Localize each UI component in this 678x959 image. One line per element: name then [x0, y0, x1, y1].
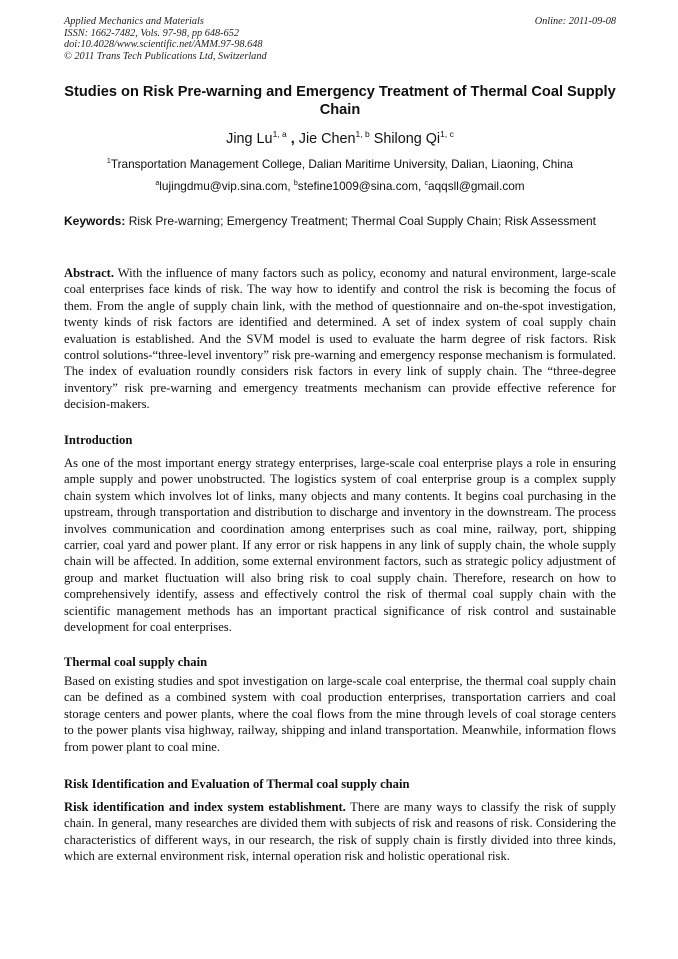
section-heading-thermal-coal: Thermal coal supply chain — [64, 655, 208, 669]
doi-line: doi:10.4028/www.scientific.net/AMM.97-98.648 — [64, 39, 263, 51]
running-header — [64, 16, 616, 62]
author-superscript: 1, b — [355, 129, 370, 139]
risk-text: There are many ways to classify the risk of supply chain. In general, many researches are divided them with subjects of risk and reasons of risk. Considering the characteristics of different ways, in our research, the risk of supply chain is firstly divided into three kinds, which are external environment risk, internal operation risk and holistic operational risk. — [64, 800, 617, 864]
email-superscript: b — [293, 180, 298, 187]
author-superscript: 1, c — [440, 129, 454, 139]
author-name: Jing Lu — [226, 131, 273, 147]
introduction-paragraph: As one of the most important energy strategy enterprises, large-scale coal enterprise plays a role in ensuring ample supply and power unobstructed. The logistics system of coal enterprise group is a complex supply chain system which involves lot of links, many objects and many contents. It begins coal purchasing in the upstream, through transportation and distribution to discharge and inventory in the downstream. The process involves communication and coordination among enterprises such as coal mine, railway, port, shipping carrier, coal yard and power plant. If any error or risk happens in any link of supply chain, the whole supply chain will be affected. In addition, some external environment factors, such as strategic policy adjustment of group and market fluctuation will also bring risk to coal supply chain. Therefore, research on how to comprehensively identify, assess and effectively control the risk of thermal coal supply chain with the scientific management methods has an important practical significance of risk control and sustainable development for coal enterprises. — [64, 456, 616, 635]
keywords-label: Keywords: — [64, 214, 126, 228]
thermal-coal-paragraph: Based on existing studies and spot investigation on large-scale coal enterprise, the thermal coal supply chain can be defined as a combined system with coal production enterprises, transportation carriers and coal storage centers and power plants, where the coal flows from the mine through levels of coal storage centers to the power plants visa highway, railway, shipping and inland transportation. Meanwhile, information flows from power plant to coal mine. — [64, 674, 616, 754]
affiliation-text: Transportation Management College, Dalian Maritime University, Dalian, Liaoning, China — [110, 157, 574, 171]
author-name: Jie Chen — [298, 131, 356, 147]
section-heading-introduction: Introduction — [64, 433, 133, 447]
risk-subheading: Risk identification and index system establishment. — [64, 800, 346, 814]
email-c: aqqsll@gmail.com — [428, 179, 525, 193]
paper-title: Studies on Risk Pre-warning and Emergency Treatment of Thermal Coal Supply Chain — [64, 84, 616, 118]
copyright-line: © 2011 Trans Tech Publications Ltd, Switzerland — [64, 50, 267, 62]
email-a: lujingdmu@vip.sina.com, — [159, 179, 291, 193]
journal-name: Applied Mechanics and Materials — [64, 16, 204, 27]
online-date: Online: 2011-09-08 — [534, 16, 616, 27]
keywords — [64, 214, 616, 230]
affiliation — [64, 157, 616, 172]
email-superscript: c — [424, 180, 429, 187]
abstract — [64, 265, 616, 413]
affiliation-superscript: 1 — [106, 158, 111, 165]
keywords-text: Risk Pre-warning; Emergency Treatment; Thermal Coal Supply Chain; Risk Assessment — [128, 214, 596, 228]
author-name: Shilong Qi — [373, 131, 441, 147]
author-list: Jing Lu$^{1, a}$ , Jie Chen$^{1, b}$ Shilong Qi$^{1, c}$ — [226, 129, 454, 147]
issn-line: ISSN: 1662-7482, Vols. 97-98, pp 648-652 — [64, 27, 240, 39]
author-emails — [64, 179, 616, 194]
abstract-text: With the influence of many factors such as policy, economy and natural environment, large-scale coal enterprises face kinds of risk. The way how to identify and control the risk is becoming the focus of them. From the angle of supply chain link, with the method of questionnaire and on-the-spot investigation, twenty kinds of risk factors are identified and determined. A set of index system of coal supply chain evaluation is established. And the SVM model is used to evaluate the harm degree of risk factors. Risk control solutions-“three-level inventory” risk pre-warning and emergency response mechanism is formulated. The index of evaluation roundly considers risk factors in every link of supply chain. The “three-degree inventory” risk pre-warning and emergency treatments mechanism can provide effective reference for decision-makers. — [64, 266, 616, 412]
author-superscript: 1, a — [272, 129, 287, 139]
risk-paragraph — [64, 799, 616, 865]
section-heading-risk-identification: Risk Identification and Evaluation of Thermal coal supply chain — [64, 777, 410, 791]
email-b: stefine1009@sina.com, — [297, 179, 422, 193]
email-superscript: a — [155, 180, 160, 187]
abstract-label: Abstract. — [64, 266, 115, 280]
